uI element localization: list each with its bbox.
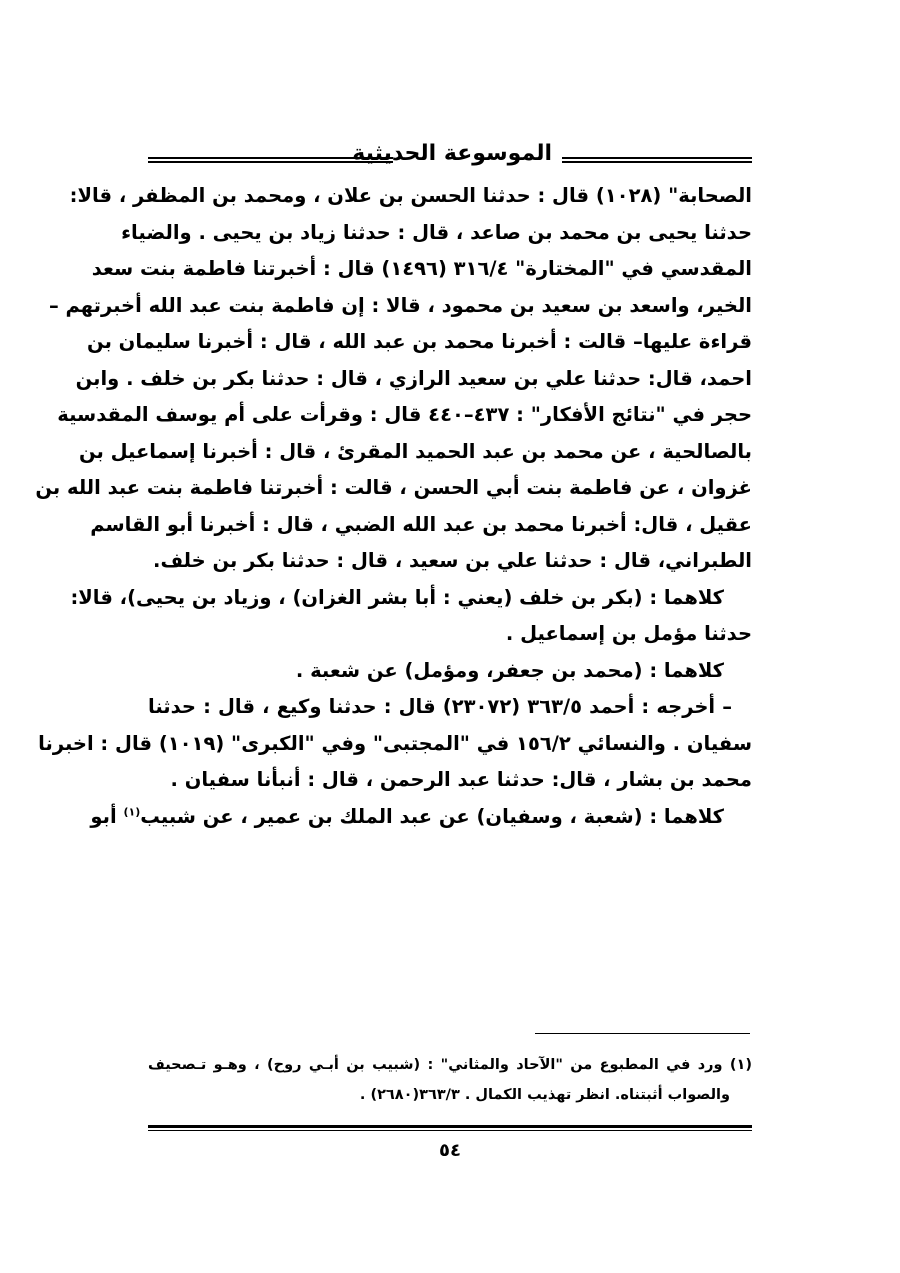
text-line-13: حدثنا مؤمل بن إسماعيل . xyxy=(505,622,752,645)
text-line-6: احمد، قال: حدثنا علي بن سعيد الرازي ، قال : حدثنا بكر بن خلف . وابن xyxy=(75,366,752,390)
text-line-5: قراءة عليها– قالت : أخبرنا محمد بن عبد الله ، قال : أخبرنا سليمان بن xyxy=(87,330,752,353)
footnote-line-2: والصواب أثبتناه. انظر تهذيب الكمال . ٣٦٣/٣(٢٦٨٠) . xyxy=(359,1087,730,1103)
text-line-8: بالصالحية ، عن محمد بن عبد الحميد المقرئ ، قال : أخبرنا إسماعيل بن xyxy=(78,439,752,463)
text-line-17: محمد بن بشار ، قال: حدثنا عبد الرحمن ، قال : أنبأنا سفيان . xyxy=(170,768,752,791)
footnote-line-1: (١) ورد في المطبوع من "الآحاد والمثاني" : (شبيب بن أبـي روح) ، وهـو تـصحيف xyxy=(148,1057,752,1073)
text-line-4: الخير، واسعد بن سعيد بن محمود ، قالا : إن فاطمة بنت عبد الله أخبرتهم – xyxy=(48,293,752,317)
text-line-18-main: كلاهما : (شعبة ، وسفيان) عن عبد الملك بن عمير ، عن شبيب xyxy=(140,804,724,828)
text-line-2: حدثنا يحيى بن محمد بن صاعد ، قال : حدثنا زياد بن يحيى . والضياء xyxy=(121,220,752,244)
running-header xyxy=(148,140,752,174)
text-line-14: كلاهما : (محمد بن جعفر، ومؤمل) عن شعبة . xyxy=(295,658,724,682)
text-line-18-tail: أبو xyxy=(90,804,117,828)
main-text xyxy=(35,178,752,835)
text-line-7: حجر في "نتائج الأفكار" : ٤٣٧–٤٤٠ قال : وقرأت على أم يوسف المقدسية xyxy=(57,403,752,426)
header-rule-left xyxy=(148,157,393,163)
text-line-9: غزوان ، عن فاطمة بنت أبي الحسن ، قالت : أخبرتنا فاطمة بنت عبد الله بن xyxy=(35,476,752,499)
text-line-11: الطبراني، قال : حدثنا علي بن سعيد ، قال : حدثنا بكر بن خلف. xyxy=(153,549,752,572)
text-line-16: سفيان . والنسائي ١٥٦/٢ في "المجتبى" وفي "الكبرى" (١٠١٩) قال : اخبرنا xyxy=(38,731,752,755)
bottom-rule xyxy=(148,1125,752,1131)
text-line-18 xyxy=(90,799,752,836)
text-line-1: الصحابة" (١٠٢٨) قال : حدثنا الحسن بن علان ، ومحمد بن المظفر ، قالا: xyxy=(69,184,752,207)
text-line-12: كلاهما : (بكر بن خلف (يعني : أبا بشر الغزان) ، وزياد بن يحيى)، قالا: xyxy=(70,585,724,609)
footnotes xyxy=(148,1050,752,1110)
footnote-separator xyxy=(535,1033,750,1034)
footnote-marker[interactable]: (١) xyxy=(123,805,141,818)
text-line-15: – أخرجه : أحمد ٣٦٣/٥ (٢٣٠٧٢) قال : حدثنا وكيع ، قال : حدثنا xyxy=(148,695,732,718)
text-line-10: عقيل ، قال: أخبرنا محمد بن عبد الله الضبي ، قال : أخبرنا أبو القاسم xyxy=(90,512,752,536)
header-title: الموسوعة الحديثية xyxy=(352,141,552,166)
text-line-3: المقدسي في "المختارة" ٣١٦/٤ (١٤٩٦) قال : أخبرتنا فاطمة بنت سعد xyxy=(91,257,752,280)
page-number: ٥٤ xyxy=(439,1140,461,1161)
header-rule-right xyxy=(562,157,752,163)
